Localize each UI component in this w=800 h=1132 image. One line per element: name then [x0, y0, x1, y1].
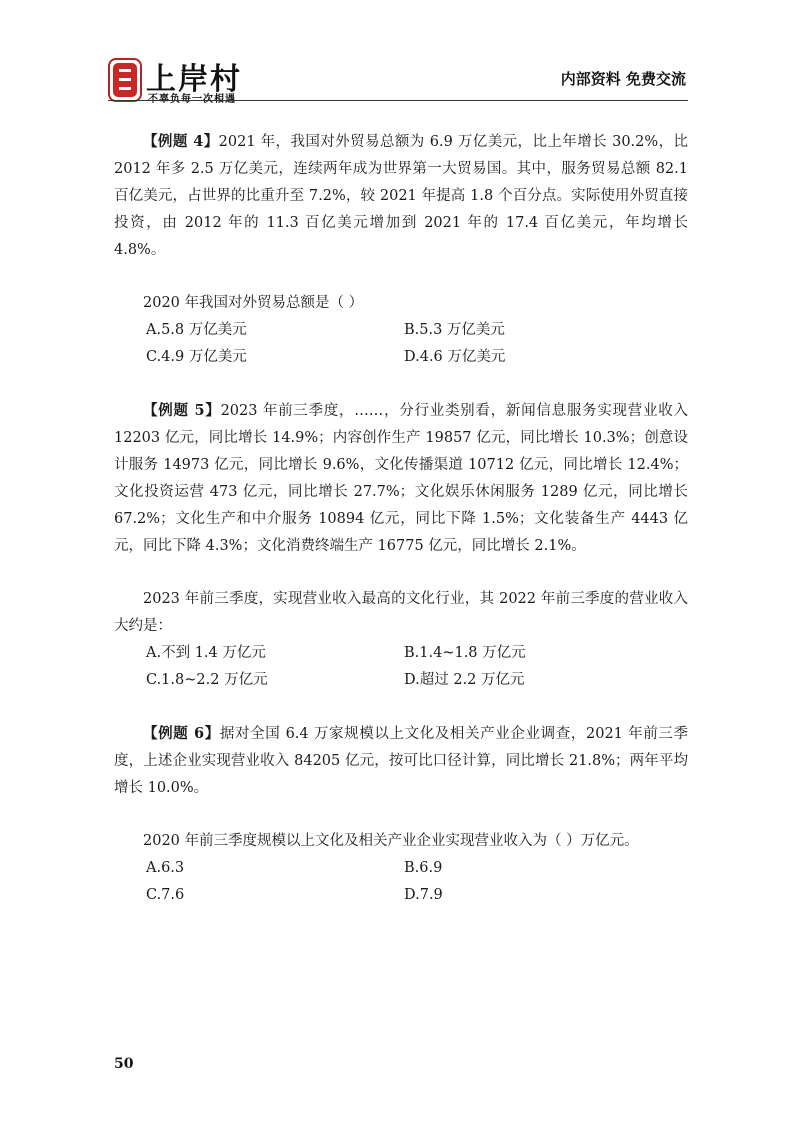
- brand-slogan: [148, 90, 236, 105]
- problem-tag: 【例题 6】: [143, 725, 220, 742]
- option-b[interactable]: B.1.4~1.8 万亿元: [404, 645, 526, 661]
- answer-options: [114, 317, 688, 371]
- option-b[interactable]: B.6.9: [404, 860, 443, 876]
- option-c[interactable]: C.7.6: [146, 887, 185, 903]
- question-text: 2020 年我国对外贸易总额是（ ）: [143, 295, 364, 311]
- option-c[interactable]: C.1.8~2.2 万亿元: [146, 672, 268, 688]
- answer-options: [114, 855, 688, 909]
- option-d[interactable]: D.4.6 万亿美元: [404, 349, 506, 365]
- option-d[interactable]: D.超过 2.2 万亿元: [404, 672, 525, 688]
- problem-passage: [114, 397, 688, 560]
- problem-passage: [114, 720, 688, 802]
- problem-passage: [114, 128, 688, 264]
- question-text: 2023 年前三季度，实现营业收入最高的文化行业，其 2022 年前三季度的营业收入大约是：: [114, 591, 688, 634]
- page-content: [114, 128, 688, 909]
- problem-tag: 【例题 4】: [143, 133, 219, 150]
- header-rule: [108, 100, 688, 101]
- problem-6: [114, 720, 688, 909]
- problem-body: 2021 年，我国对外贸易总额为 6.9 万亿美元，比上年增长 30.2%，比 2012 年多 2.5 万亿美元，连续两年成为世界第一大贸易国。其中，服务贸易总额 82.1 百亿美元，占世界的比重升至 7.2%，较 2021 年提高 1.8 个百分点。实际使用外贸直接投资，由 2012 年的 11.3 百亿美元增加到 2021 年的 17.4 百亿美元，年均增长 4.8%。: [114, 134, 688, 258]
- problem-4: [114, 128, 688, 371]
- option-b[interactable]: B.5.3 万亿美元: [404, 322, 505, 338]
- question-text: 2020 年前三季度规模以上文化及相关产业企业实现营业收入为（ ）万亿元。: [143, 833, 639, 849]
- problem-5: [114, 397, 688, 694]
- page-header: [108, 52, 688, 104]
- option-d[interactable]: D.7.9: [404, 887, 443, 903]
- problem-body: 2023 年前三季度，……，分行业类别看，新闻信息服务实现营业收入 12203 亿元，同比增长 14.9%；内容创作生产 19857 亿元，同比增长 10.3%；创意设计服务 14973 亿元，同比增长 9.6%，文化传播渠道 10712 亿元，同比增长 12.4%；文化投资运营 473 亿元，同比增长 27.7%；文化娱乐休闲服务 1289 亿元，同比增长 67.2%；文化生产和中介服务 10894 亿元，同比下降 1.5%；文化装备生产 4443 亿元，同比下降 4.3%；文化消费终端生产 16775 亿元，同比增长 2.1%。: [114, 403, 689, 554]
- problem-body: 据对全国 6.4 万家规模以上文化及相关产业企业调查，2021 年前三季度，上述企业实现营业收入 84205 亿元，按可比口径计算，同比增长 21.8%；两年平均增长 10.0%。: [114, 726, 688, 796]
- problem-tag: 【例题 5】: [143, 402, 221, 419]
- brand-name: 上岸村: [146, 62, 242, 97]
- option-c[interactable]: C.4.9 万亿美元: [146, 349, 247, 365]
- option-a[interactable]: A.5.8 万亿美元: [146, 322, 247, 338]
- option-a[interactable]: A.不到 1.4 万亿元: [146, 645, 266, 661]
- page-number: 50: [114, 1056, 134, 1072]
- brand-seal-icon: [108, 58, 142, 102]
- header-note: 内部资料 免费交流: [560, 70, 686, 88]
- option-a[interactable]: A.6.3: [146, 860, 185, 876]
- answer-options: [114, 640, 688, 694]
